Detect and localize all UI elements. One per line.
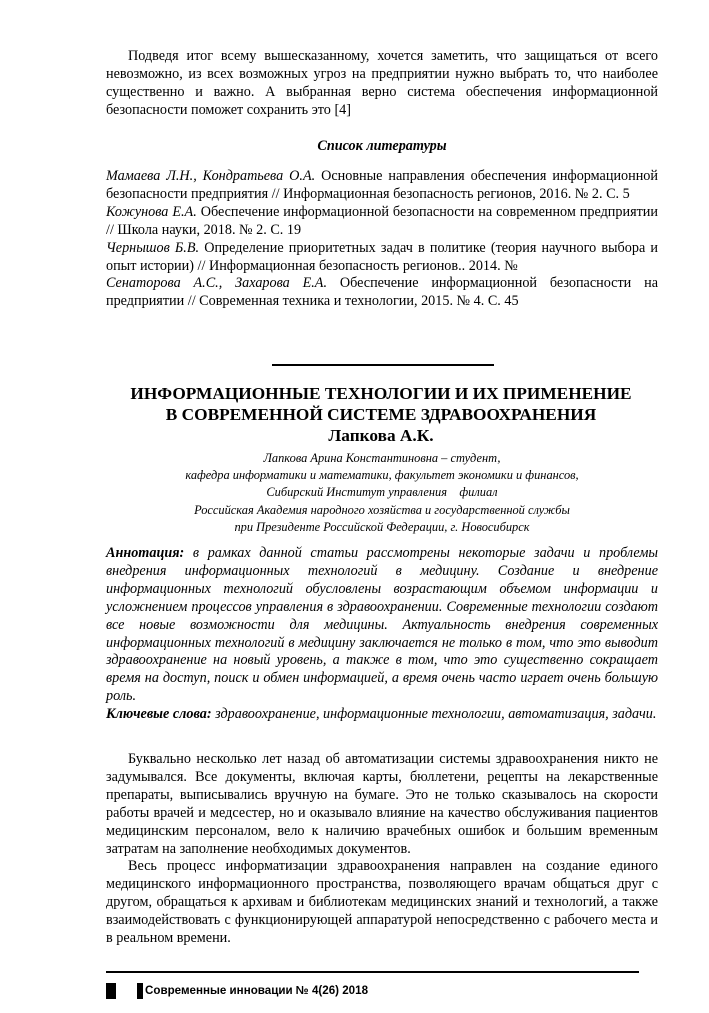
body-paragraph: Буквально несколько лет назад об автоматизации системы здравоохранения никто не задумывался. Все документы, включая карты, бюллетени, рецепты на лекарственные препараты, выписывались вручную на бумаге. Это не только сказывалось на скорости работы врачей и медсестер, но и оказывало влияние на качество обслуживания пациентов медицинским персоналом, вело к наличию врачебных ошибок и большим временным затратам на заполнение необходимых документов. (106, 751, 658, 857)
reference-item (106, 168, 658, 204)
body-paragraph: Весь процесс информатизации здравоохранения направлен на создание единого медицинского информационного пространства, позволяющего врачам общаться друг с другом, обращаться к архивам и библиотекам медицинских знаний и технологий, а также взаимодействовать с функционирующей аппаратурой непосредственно с рабочего места и в реальном времени. (106, 858, 658, 947)
affiliation-line: Российская Академия народного хозяйства и государственной службы (194, 502, 570, 517)
abstract-text: в рамках данной статьи рассмотрены некоторые задачи и проблемы внедрения информационных технологий в медицину. Создание и внедрение информационных технологий обусловлены возрастающим объемом информации и усложнением процессов управления в здравоохранении. Современные технологии создают все новые возможности для медицины. Актуальность внедрения современных информационных технологий в медицину заключается не только в том, что это выводит здравоохранение на новый уровень, а также в том, что это существенно сокращает время на доступ, поиск и обмен информацией, а время очень часто играет очень большую роль. (106, 545, 658, 705)
article-title (70, 383, 692, 425)
keywords (106, 706, 658, 724)
keywords-label: Ключевые слова: (106, 706, 212, 723)
reference-text: Обеспечение информационной безопасности на предприятии // Современная техника и технологии, 2015. № 4. С. 45 (106, 275, 658, 310)
intro-paragraph-block (106, 48, 658, 120)
footer-block-mark (106, 983, 116, 999)
footer-journal-name: Современные инновации № 4(26) 2018 (145, 984, 369, 997)
article-title-line-1: ИНФОРМАЦИОННЫЕ ТЕХНОЛОГИИ И ИХ ПРИМЕНЕНИЕ (130, 384, 632, 403)
footer-bar-mark (137, 983, 143, 999)
keywords-text: здравоохранение, информационные технологии, автоматизация, задачи. (211, 706, 657, 723)
references-list (106, 168, 658, 311)
section-separator (272, 364, 494, 366)
author-affiliation (106, 450, 658, 536)
references-title: Список литературы (317, 138, 447, 154)
abstract (106, 545, 658, 706)
affiliation-line: при Президенте Российской Федерации, г. Новосибирск (234, 519, 530, 534)
reference-item (106, 204, 658, 240)
reference-authors: Сенаторова А.С., Захарова Е.А. (106, 275, 328, 292)
article-title-line-2: В СОВРЕМЕННОЙ СИСТЕМЕ ЗДРАВООХРАНЕНИЯ (165, 405, 597, 424)
reference-text: Основные направления обеспечения информационной безопасности предприятия // Информационная безопасность регионов, 2016. № 2. С. 5 (106, 168, 658, 202)
reference-authors: Чернышов Б.В. (106, 239, 200, 256)
article-author: Лапкова А.К. (328, 426, 434, 445)
reference-item (106, 275, 658, 311)
affiliation-line: Лапкова Арина Константиновна – студент, (263, 451, 501, 465)
affiliation-line: Сибирский Институт управления филиал (266, 485, 498, 500)
reference-authors: Мамаева Л.Н., Кондратьева О.А. (106, 168, 316, 184)
abstract-label: Аннотация: (106, 545, 185, 561)
abstract-block (106, 545, 658, 724)
reference-text: Определение приоритетных задач в политике (теория научного выбора и опыт истории) // Информационная безопасность регионов.. 2014. № (106, 239, 658, 274)
intro-paragraph: Подведя итог всему вышесказанному, хочется заметить, что защищаться от всего невозможно, из всех возможных угроз на предприятии нужно выбрать то, что наиболее существенно и важно. А выбранная верно система обеспечения информационной безопасности поможет сохранить это [4] (106, 48, 658, 118)
article-body (106, 751, 658, 948)
reference-authors: Кожунова Е.А. (106, 203, 197, 220)
reference-item (106, 240, 658, 276)
reference-text: Обеспечение информационной безопасности на современном предприятии // Школа науки, 2018. № 2. С. 19 (106, 203, 658, 238)
footer-rule (106, 971, 639, 973)
affiliation-line: кафедра информатики и математики, факультет экономики и финансов, (185, 468, 579, 483)
